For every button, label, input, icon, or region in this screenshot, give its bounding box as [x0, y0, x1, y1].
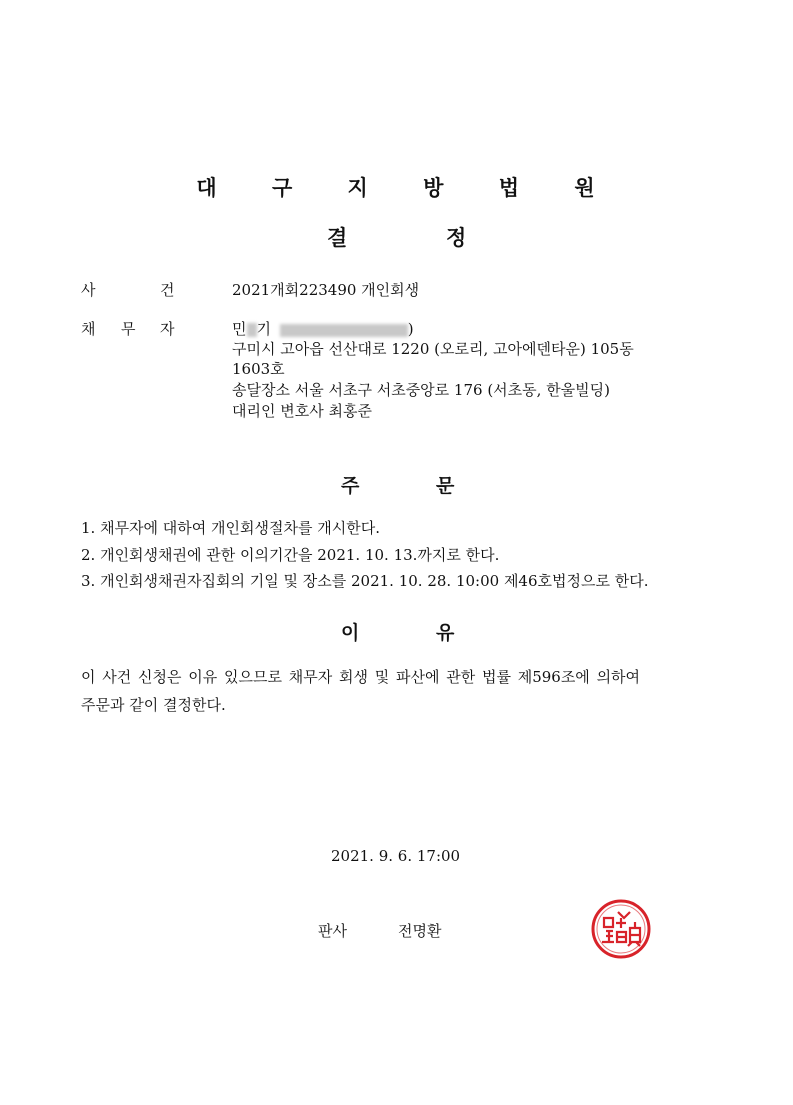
order-heading-left: 주: [341, 475, 360, 497]
doc-type-right: 정: [446, 226, 467, 250]
case-label-sa: 사: [81, 281, 96, 299]
redacted-id-number: [280, 324, 408, 337]
redacted-name-char: [247, 323, 257, 337]
decision-date: 2021. 9. 6. 17:00: [331, 847, 461, 865]
reason-heading-left: 이: [341, 622, 360, 644]
debtor-name-row: [232, 318, 414, 339]
id-close-paren: ): [407, 320, 414, 338]
order-item-1: 1. 채무자에 대하여 개인회생절차를 개시한다.: [81, 519, 380, 537]
case-label-geon: 건: [160, 281, 175, 299]
reason-heading-right: 유: [436, 622, 455, 644]
debtor-address-line2: 1603호: [232, 360, 285, 378]
court-name: 대 구 지 방 법 원: [196, 176, 619, 200]
case-number: 2021개회223490 개인회생: [232, 281, 420, 299]
debtor-name-first: 민: [232, 320, 247, 338]
service-address: 송달장소 서울 서초구 서초중앙로 176 (서초동, 한울빌딩): [232, 381, 611, 399]
debtor-address-line1: 구미시 고아읍 선산대로 1220 (오로리, 고아에덴타운) 105동: [232, 340, 634, 358]
reason-line-2: 주문과 같이 결정한다.: [81, 696, 226, 714]
judge-seal-stamp: [590, 898, 652, 960]
judge-title: 판사: [318, 922, 347, 940]
debtor-label-chae: 채: [81, 320, 96, 338]
debtor-label-mu: 무: [121, 320, 136, 338]
order-item-3: 3. 개인회생채권자집회의 기일 및 장소를 2021. 10. 28. 10:00 제46호법정으로 한다.: [81, 572, 649, 590]
judge-name: 전명환: [398, 922, 442, 940]
doc-type-left: 결: [327, 226, 348, 250]
legal-agent: 대리인 변호사 최홍준: [232, 402, 372, 420]
debtor-label-ja: 자: [160, 320, 175, 338]
debtor-name-last: 기: [256, 320, 271, 338]
reason-line-1: 이 사건 신청은 이유 있으므로 채무자 회생 및 파산에 관한 법률 제596조에 의하여: [81, 668, 641, 686]
order-item-2: 2. 개인회생채권에 관한 이의기간을 2021. 10. 13.까지로 한다.: [81, 546, 500, 564]
order-heading-right: 문: [436, 475, 455, 497]
